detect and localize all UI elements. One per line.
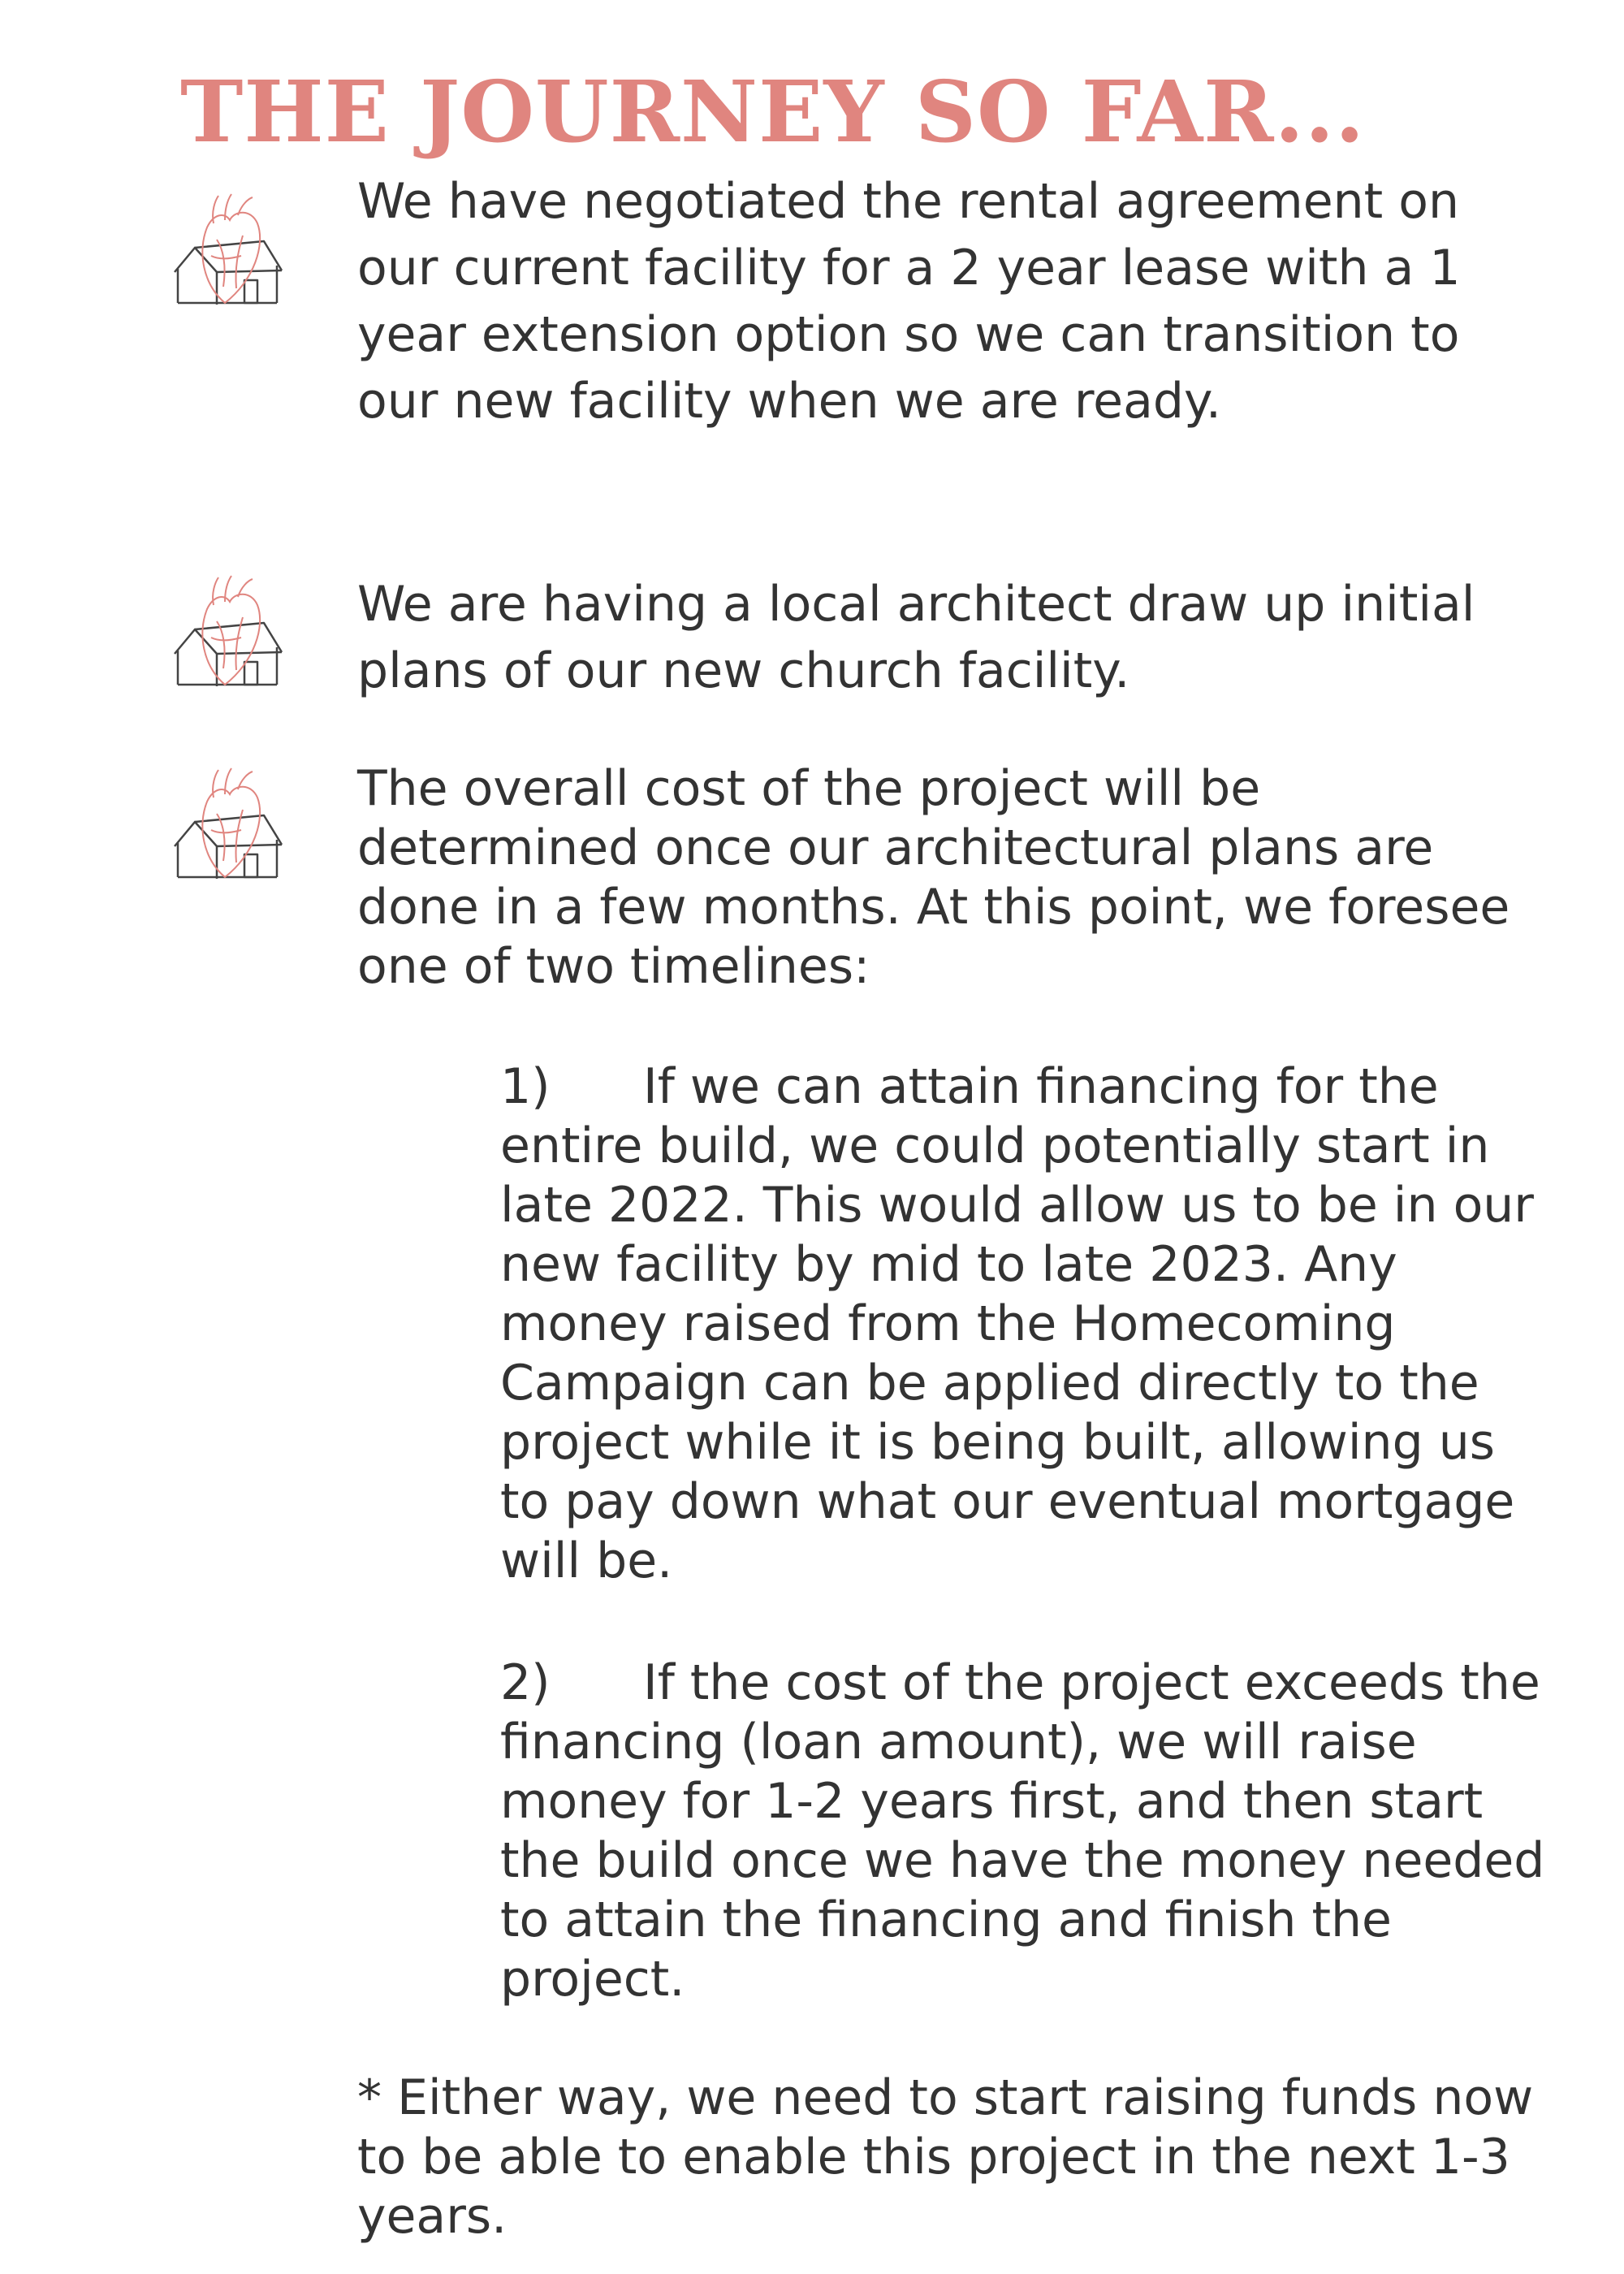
paragraph-architect-plans: We are having a local architect draw up initial plans of our new church facility. <box>357 576 1475 699</box>
timeline-option-1 <box>500 1057 1556 1591</box>
heart-house-icon <box>166 573 288 703</box>
timeline-option-text: If the cost of the project exceeds the financing (loan amount), we will raise money for 1-2 years first, and then start the build once we have the money needed to attain the financing and finish the project. <box>500 1654 1545 2008</box>
timeline-option-2 <box>500 1654 1556 2009</box>
timeline-option-number: 1) <box>500 1058 551 1115</box>
paragraph-rental-agreement: We have negotiated the rental agreement on our current facility for a 2 year lease with a 1 year extension option so we can transition to our new facility when we are ready. <box>357 173 1461 430</box>
heart-house-icon <box>166 765 288 895</box>
heart-house-icon <box>166 191 288 321</box>
timeline-option-number: 2) <box>500 1654 551 1711</box>
footnote: * Either way, we need to start raising funds now to be able to enable this project in the next 1-3 years. <box>357 2069 1534 2245</box>
page-title: THE JOURNEY SO FAR... <box>180 62 1366 162</box>
timeline-option-text: If we can attain financing for the entire build, we could potentially start in late 2022. This would allow us to be in our new facility by mid to late 2023. Any money raised from the Homecoming Campaign can be applied directly to the project while it is being built, allowing us to pay down what our eventual mortgage will be. <box>500 1058 1534 1589</box>
paragraph-overall-cost: The overall cost of the project will be determined once our architectural plans are done in a few months. At this point, we foresee one of two timelines: <box>357 760 1510 995</box>
